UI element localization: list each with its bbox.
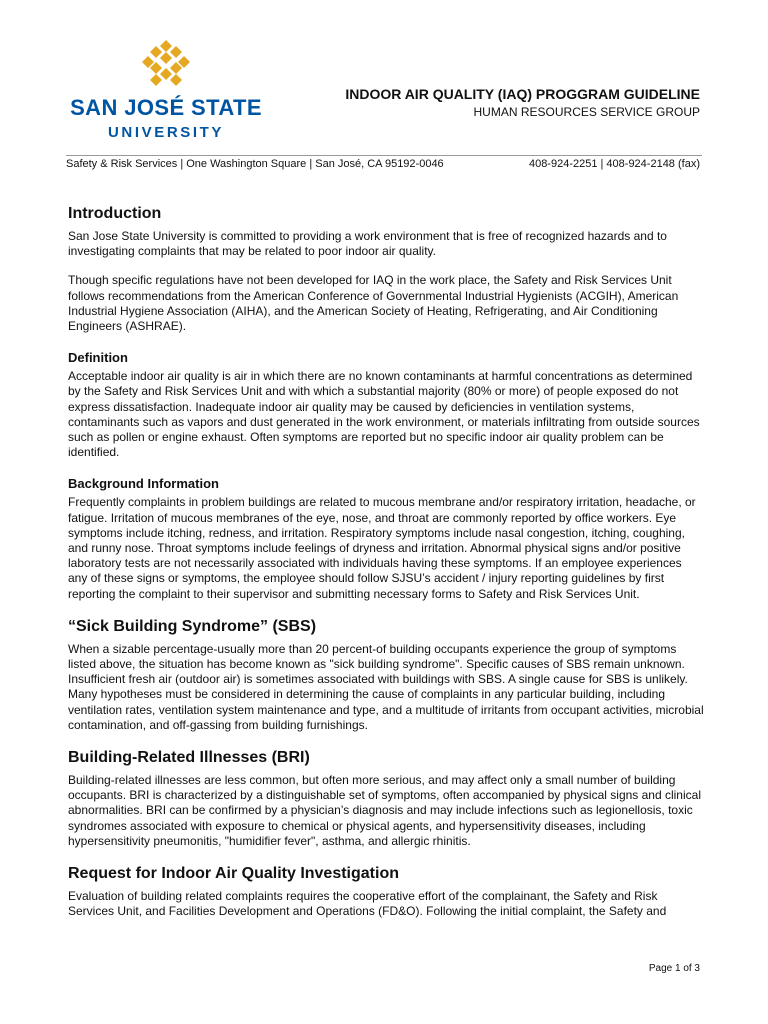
- contact-address: Safety & Risk Services | One Washington Square | San José, CA 95192-0046: [66, 158, 444, 170]
- section-definition: [68, 349, 704, 460]
- logo-emblem-icon: [142, 40, 190, 88]
- document-body: [68, 204, 704, 920]
- section-heading: “Sick Building Syndrome” (SBS): [68, 617, 317, 635]
- document-subtitle: HUMAN RESOURCES SERVICE GROUP: [473, 105, 700, 119]
- section-background: [68, 475, 704, 601]
- paragraph: Though specific regulations have not been developed for IAQ in the work place, the Safety and Risk Services Unit follows recommendations from the American Conference of Governmental Industrial Hygienists (ACGIH), American Industrial Hygiene Association (AIHA), and the American Society of Heating, Refrigerating, and Air Conditioning Engineers (ASHRAE).: [68, 273, 679, 334]
- subsection-heading: Background Information: [68, 476, 219, 492]
- header-divider: [66, 155, 702, 156]
- paragraph: Acceptable indoor air quality is air in which there are no known contaminants at harmful concentrations as determined by the Safety and Risk Services Unit and with which a substantial majority (80% or more) of people exposed do not express dissatisfaction. Inadequate indoor air quality may be caused by deficiencies in ventilation systems, contaminants such as vapors and dust generated in the work environment, or materials infiltrating from outside sources such as pollen or engine exhaust. Often symptoms are reported but no specific indoor air quality problem can be identified.: [68, 369, 700, 460]
- subsection-heading: Definition: [68, 350, 128, 366]
- section-heading: Building-Related Illnesses (BRI): [68, 749, 310, 767]
- logo-wordmark-line2: UNIVERSITY: [107, 124, 224, 141]
- page-number: Page 1 of 3: [648, 963, 700, 974]
- section-sbs: [68, 617, 704, 733]
- section-heading: Request for Indoor Air Quality Investigation: [68, 865, 399, 883]
- section-introduction: [68, 204, 704, 334]
- paragraph: Evaluation of building related complaints requires the cooperative effort of the complainant, the Safety and Risk Services Unit, and Facilities Development and Operations (FD&O). Following the initial complaint, the Safety and: [68, 889, 667, 919]
- contact-line: [66, 158, 702, 172]
- section-request: [68, 864, 704, 919]
- logo-wordmark-line1: SAN JOSÉ STATE: [70, 95, 262, 120]
- university-logo: [62, 38, 272, 148]
- contact-phone: 408-924-2251 | 408-924-2148 (fax): [528, 158, 700, 170]
- section-heading: Introduction: [68, 205, 162, 222]
- section-bri: [68, 748, 704, 849]
- paragraph: Building-related illnesses are less common, but often more serious, and may affect only a small number of building occupants. BRI is characterized by a distinguishable set of symptoms, often accompanied by physical signs and clinical abnormalities. BRI can be confirmed by a physician’s diagnosis and may include infections such as legionellosis, toxic syndromes associated with exposure to chemical or physical agents, and hypersensitivity diseases, including hypersensitivity pneumonitis, "humidifier fever", asthma, and allergic rhinitis.: [68, 773, 701, 848]
- document-title: INDOOR AIR QUALITY (IAQ) PROGGRAM GUIDELINE: [345, 86, 700, 102]
- paragraph: Frequently complaints in problem buildings are related to mucous membrane and/or respiratory irritation, headache, or fatigue. Irritation of mucous membranes of the eye, nose, and throat are commonly reported by office workers. Eye symptoms include itching, redness, and irritation. Respiratory symptoms include nasal congestion, itching, coughing, and runny nose. Throat symptoms include feelings of dryness and irritation. Abnormal physical signs and/or positive laboratory tests are not necessarily associated with individuals having these symptoms. If an employee experiences any of these signs or symptoms, the employee should follow SJSU’s accident / injury reporting guidelines by first reporting the complaint to their supervisor and submitting necessary forms to Safety and Risk Services Unit.: [68, 495, 696, 601]
- paragraph: San Jose State University is committed to providing a work environment that is free of recognized hazards and to investigating complaints that may be related to poor indoor air quality.: [68, 229, 667, 259]
- paragraph: When a sizable percentage-usually more than 20 percent-of building occupants experience the group of symptoms listed above, the situation has become known as "sick building syndrome". Specific causes of SBS remain unknown. Insufficient fresh air (outdoor air) is sometimes associated with buildings with SBS. A single cause for SBS is unlikely. Many hypotheses must be considered in determining the cause of complaints in any particular building, including ventilation rates, ventilation system maintenance and type, and a multitude of irritants from occupant activities, microbial contamination, and off-gassing from building furnishings.: [68, 641, 704, 732]
